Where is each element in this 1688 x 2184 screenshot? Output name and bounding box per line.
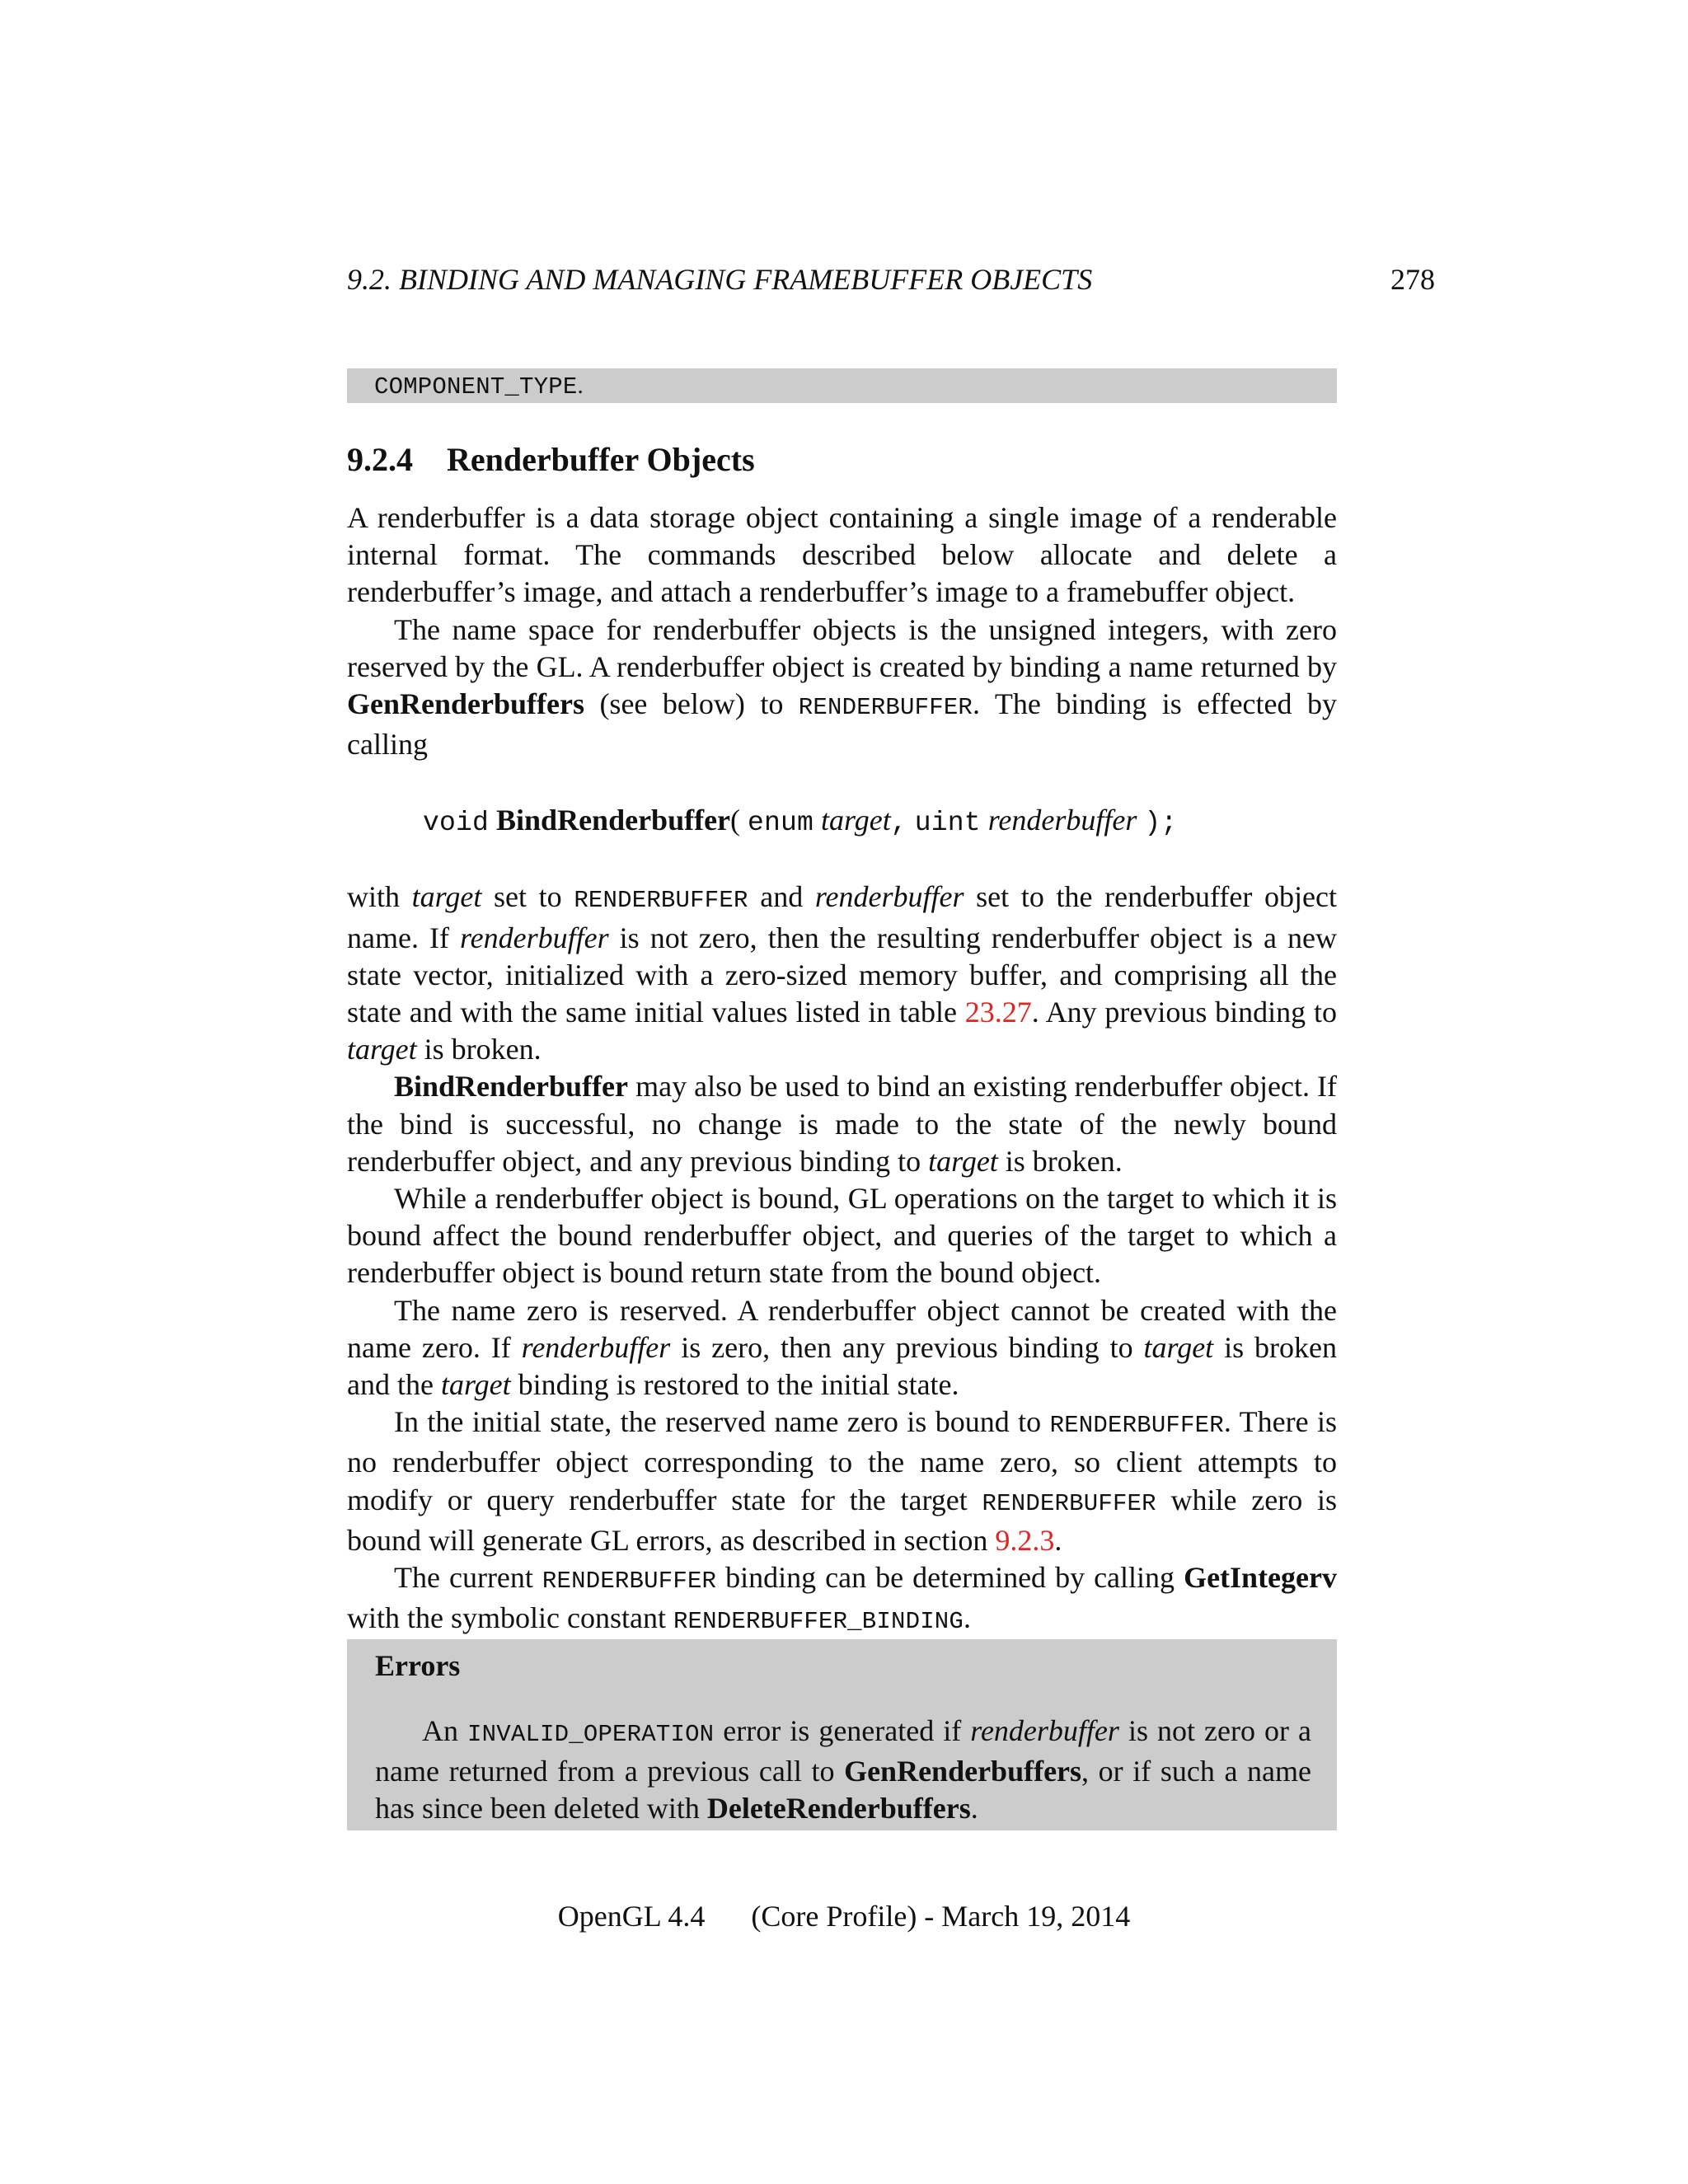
command-name: BindRenderbuffer	[496, 804, 731, 837]
body-text	[347, 499, 1337, 1640]
paragraph: The current RENDERBUFFER binding can be determined by calling GetIntegerv with the symbolic constant RENDERBUFFER_BINDING.	[347, 1561, 1337, 1636]
section-reference-link[interactable]: 9.2.3	[995, 1523, 1055, 1557]
code-token: RENDERBUFFER	[798, 694, 973, 722]
command-name: BindRenderbuffer	[394, 1070, 629, 1104]
paragraph: with target set to RENDERBUFFER and renderbuffer set to the renderbuffer object name. If renderbuffer is not zero, then the resulting renderbuffer object is a new state vector, initialized with a zero-sized memory buffer, and comprising all the state and with the same initial values listed in table 23.27. Any previous binding to target is broken.	[347, 880, 1338, 1066]
paragraph: The name space for renderbuffer objects is the unsigned integers, with zero reserved by the GL. A renderbuffer object is created by binding a name returned by GenRenderbuffers (see below) to RENDERBUFFER. The binding is effected by calling	[347, 612, 1337, 762]
errors-text: An INVALID_OPERATION error is generated if renderbuffer is not zero or a name returned from a previous call to GenRenderbuffers, or if such a name has since been deleted with DeleteRenderbuffers.	[375, 1714, 1312, 1825]
paragraph: In the initial state, the reserved name zero is bound to RENDERBUFFER. There is no renderbuffer object corresponding to the name zero, so client attempts to modify or query renderbuffer state for the target RENDERBUFFER while zero is bound will generate GL errors, as described in section 9.2.3.	[347, 1405, 1338, 1557]
paragraph: The name zero is reserved. A renderbuffer object cannot be created with the name zero. If renderbuffer is zero, then any previous binding to target is broken and the target binding is restored to the initial state.	[347, 1293, 1338, 1402]
table-reference-link[interactable]: 23.27	[964, 996, 1032, 1029]
errors-heading: Errors	[375, 1649, 461, 1682]
section-heading	[347, 440, 755, 480]
running-header	[347, 262, 1435, 297]
section-title: Renderbuffer Objects	[447, 441, 755, 478]
function-prototype: void BindRenderbuffer( enum target, uint renderbuffer );	[423, 804, 1178, 839]
continued-text: COMPONENT_TYPE.	[374, 373, 584, 401]
code-token: RENDERBUFFER	[1049, 1412, 1224, 1440]
section-number: 9.2.4	[347, 441, 413, 478]
command-name: DeleteRenderbuffers	[706, 1792, 971, 1825]
paragraph: While a renderbuffer object is bound, GL operations on the target to which it is bound affect the bound renderbuffer object, and queries of the target to which a renderbuffer object is bound return state from the bound object.	[347, 1182, 1337, 1290]
continued-box	[347, 368, 1337, 403]
page-footer: OpenGL 4.4 (Core Profile) - March 19, 2014	[557, 1900, 1131, 1933]
command-name: GetIntegerv	[1184, 1561, 1337, 1595]
header-title: 9.2. BINDING AND MANAGING FRAMEBUFFER OBJECTS	[347, 263, 1093, 296]
page-number: 278	[1390, 263, 1435, 296]
code-token: INVALID_OPERATION	[467, 1721, 715, 1748]
code-token: COMPONENT_TYPE	[374, 373, 578, 401]
command-name: GenRenderbuffers	[347, 687, 584, 721]
code-token: RENDERBUFFER_BINDING	[673, 1608, 964, 1636]
code-token: RENDERBUFFER	[982, 1489, 1156, 1517]
paragraph: BindRenderbuffer may also be used to bind an existing renderbuffer object. If the bind is successful, no change is made to the state of the newly bound renderbuffer object, and any previous binding to target is broken.	[347, 1070, 1337, 1178]
code-token: RENDERBUFFER	[542, 1568, 717, 1596]
command-name: GenRenderbuffers	[844, 1755, 1082, 1788]
paragraph: A renderbuffer is a data storage object containing a single image of a renderable internal format. The commands described below allocate and delete a renderbuffer’s image, and attach a renderbuffer’s image to a framebuffer object.	[347, 501, 1337, 609]
code-token: RENDERBUFFER	[574, 887, 748, 915]
errors-box	[347, 1639, 1337, 1830]
